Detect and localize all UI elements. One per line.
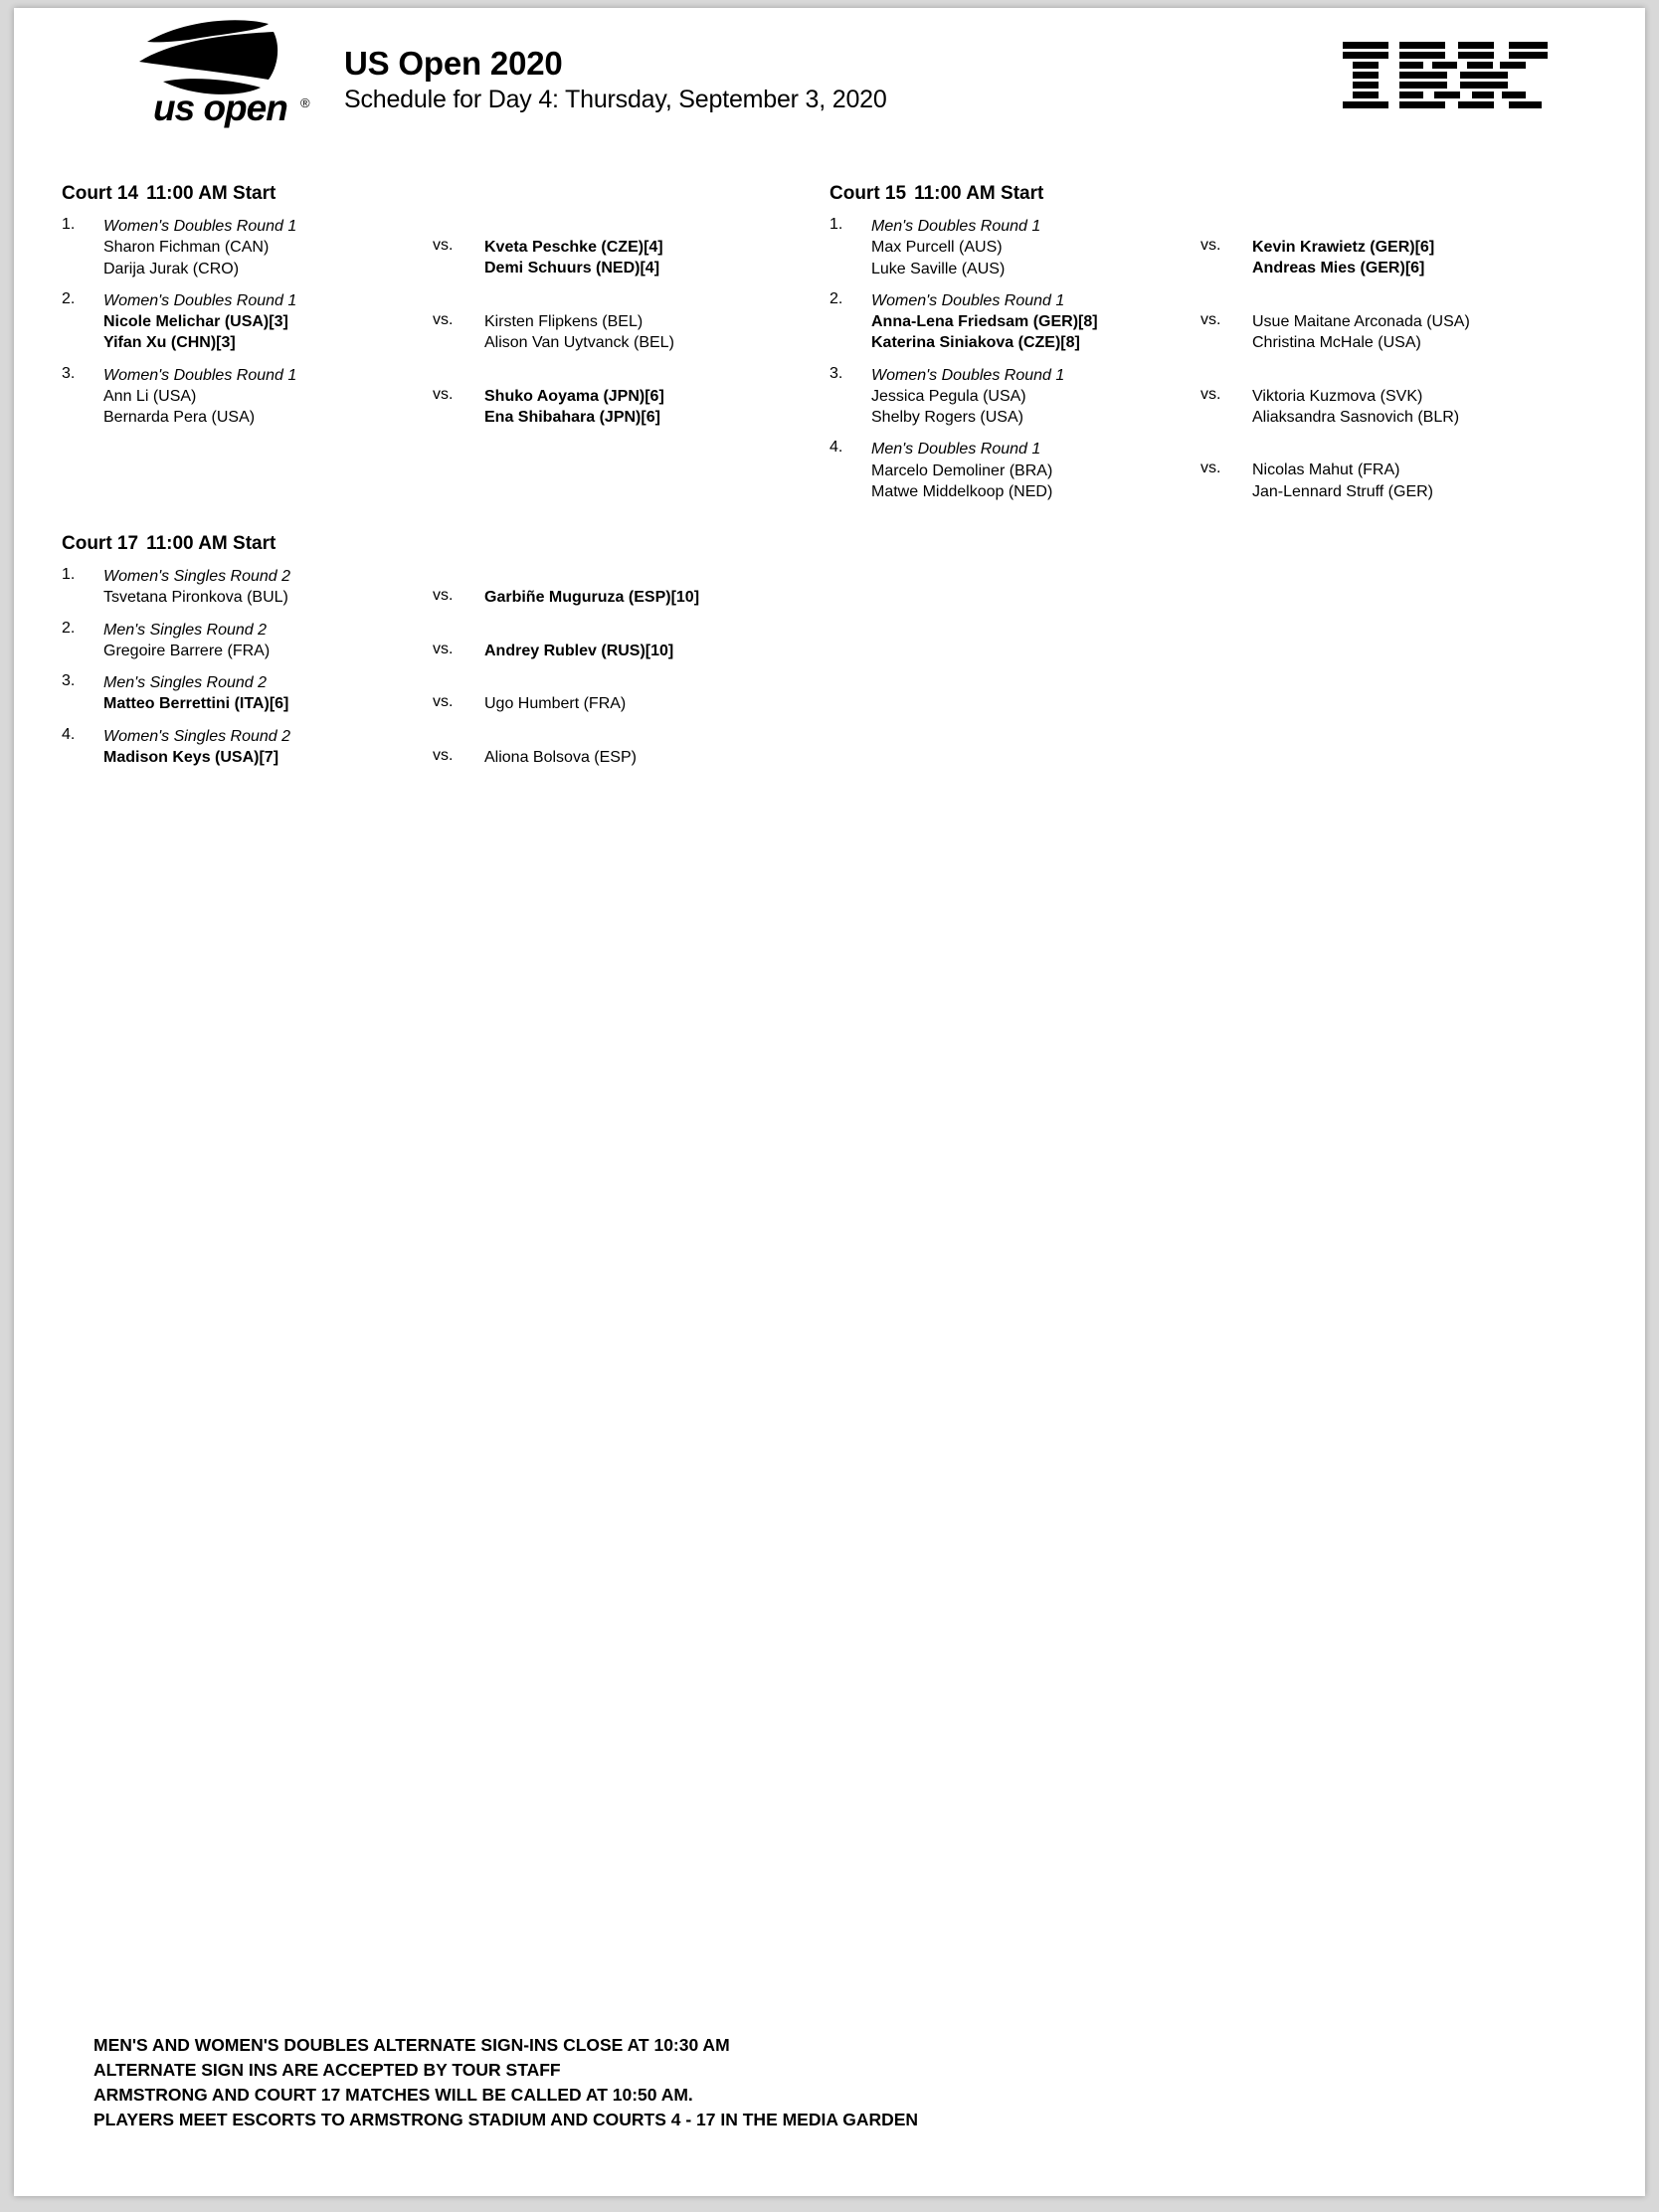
match-right-side	[484, 311, 813, 354]
match-right-side	[484, 747, 813, 768]
player-name: Garbiñe Muguruza (ESP)[10]	[484, 589, 700, 606]
match-row[interactable]	[62, 216, 818, 279]
player-name: Nicolas Mahut (FRA)	[1252, 461, 1400, 479]
match-event: Women's Doubles Round 1	[871, 291, 1065, 309]
court-heading-court-15	[830, 183, 1615, 205]
court-block-court-17	[62, 533, 818, 779]
player-name: Andreas Mies (GER)[6]	[1252, 260, 1425, 277]
match-number: 1.	[62, 216, 76, 233]
match-left-side	[103, 672, 432, 715]
page-title: US Open 2020	[344, 45, 563, 82]
match-number: 4.	[62, 725, 76, 743]
court-heading-court-17	[62, 533, 818, 555]
match-left-side	[103, 620, 432, 662]
match-event: Men's Singles Round 2	[103, 674, 268, 692]
match-event: Men's Doubles Round 1	[871, 218, 1041, 235]
versus-label: vs.	[433, 310, 454, 328]
match-event: Women's Singles Round 2	[103, 568, 291, 585]
note-line: ARMSTRONG AND COURT 17 MATCHES WILL BE CALLED AT 10:50 AM.	[93, 2084, 693, 2105]
title-block	[344, 46, 887, 115]
court-block-court-14	[62, 183, 818, 439]
player-name: Kirsten Flipkens (BEL)	[484, 312, 644, 330]
match-event: Women's Doubles Round 1	[103, 291, 297, 309]
match-left-side	[103, 216, 432, 279]
player-name: Ann Li (USA)	[103, 387, 197, 405]
versus-label: vs.	[433, 640, 454, 657]
match-left-side	[871, 439, 1199, 502]
footer-notes	[93, 2033, 1486, 2131]
match-row[interactable]	[830, 439, 1615, 502]
versus-label: vs.	[1200, 310, 1221, 328]
match-row[interactable]	[830, 365, 1615, 429]
player-name: Aliona Bolsova (ESP)	[484, 748, 637, 766]
page-subtitle: Schedule for Day 4: Thursday, September 3, 2020	[344, 85, 887, 113]
player-name: Shelby Rogers (USA)	[871, 409, 1023, 427]
match-left-side	[103, 365, 432, 429]
player-name: Nicole Melichar (USA)[3]	[103, 313, 288, 331]
note-line: MEN'S AND WOMEN'S DOUBLES ALTERNATE SIGN-INS CLOSE AT 10:30 AM	[93, 2035, 730, 2055]
match-event: Men's Singles Round 2	[103, 621, 268, 639]
match-left-side	[871, 216, 1199, 279]
match-right-side	[484, 641, 813, 661]
match-number: 1.	[830, 216, 843, 233]
match-row[interactable]	[62, 566, 818, 609]
player-name: Ena Shibahara (JPN)[6]	[484, 408, 660, 426]
us-open-logo	[101, 18, 310, 142]
court-start-time: 11:00 AM Start	[146, 183, 276, 204]
player-name: Alison Van Uytvanck (BEL)	[484, 334, 674, 352]
match-left-side	[871, 365, 1199, 429]
player-name: Matwe Middelkoop (NED)	[871, 482, 1053, 500]
match-left-side	[103, 726, 432, 769]
match-event: Women's Doubles Round 1	[871, 366, 1065, 384]
match-left-side	[871, 290, 1199, 354]
match-event: Men's Doubles Round 1	[871, 441, 1041, 459]
versus-label: vs.	[433, 587, 454, 604]
match-number: 2.	[62, 619, 76, 637]
player-name: Shuko Aoyama (JPN)[6]	[484, 387, 664, 405]
versus-label: vs.	[1200, 237, 1221, 254]
court-name: Court 17	[62, 533, 139, 554]
match-right-side	[484, 237, 813, 279]
registered-mark: ®	[300, 95, 310, 110]
ibm-logo	[1343, 40, 1548, 117]
versus-label: vs.	[1200, 460, 1221, 477]
match-row[interactable]	[830, 290, 1615, 354]
versus-label: vs.	[433, 237, 454, 254]
match-right-side	[1252, 460, 1580, 502]
us-open-wordmark: us open	[153, 88, 287, 128]
court-name: Court 15	[830, 183, 907, 204]
player-name: Jessica Pegula (USA)	[871, 387, 1026, 405]
versus-label: vs.	[433, 385, 454, 403]
match-row[interactable]	[62, 620, 818, 662]
match-number: 3.	[62, 672, 76, 690]
versus-label: vs.	[433, 746, 454, 764]
player-name: Jan-Lennard Struff (GER)	[1252, 482, 1434, 500]
match-row[interactable]	[62, 365, 818, 429]
player-name: Bernarda Pera (USA)	[103, 409, 256, 427]
match-left-side	[103, 290, 432, 354]
match-row[interactable]	[62, 726, 818, 769]
match-row[interactable]	[62, 672, 818, 715]
match-number: 3.	[830, 364, 843, 382]
player-name: Sharon Fichman (CAN)	[103, 239, 270, 257]
player-name: Ugo Humbert (FRA)	[484, 695, 627, 713]
match-right-side	[1252, 386, 1580, 429]
match-number: 2.	[830, 289, 843, 307]
schedule-page	[14, 8, 1645, 2196]
player-name: Luke Saville (AUS)	[871, 260, 1006, 277]
player-name: Yifan Xu (CHN)[3]	[103, 334, 236, 352]
match-right-side	[1252, 311, 1580, 354]
match-number: 4.	[830, 439, 843, 457]
match-event: Women's Doubles Round 1	[103, 366, 297, 384]
player-name: Andrey Rublev (RUS)[10]	[484, 642, 674, 659]
versus-label: vs.	[433, 693, 454, 711]
us-open-tennis-ball-icon	[129, 18, 288, 97]
player-name: Matteo Berrettini (ITA)[6]	[103, 695, 289, 713]
match-row[interactable]	[830, 216, 1615, 279]
player-name: Anna-Lena Friedsam (GER)[8]	[871, 313, 1098, 331]
match-number: 3.	[62, 364, 76, 382]
court-block-court-15	[830, 183, 1615, 513]
court-heading-court-14	[62, 183, 818, 205]
note-line: ALTERNATE SIGN INS ARE ACCEPTED BY TOUR STAFF	[93, 2059, 561, 2080]
court-name: Court 14	[62, 183, 139, 204]
player-name: Viktoria Kuzmova (SVK)	[1252, 387, 1423, 405]
note-line: PLAYERS MEET ESCORTS TO ARMSTRONG STADIUM AND COURTS 4 - 17 IN THE MEDIA GARDEN	[93, 2109, 919, 2129]
player-name: Demi Schuurs (NED)[4]	[484, 260, 660, 277]
player-name: Darija Jurak (CRO)	[103, 260, 240, 277]
match-row[interactable]	[62, 290, 818, 354]
match-event: Women's Singles Round 2	[103, 727, 291, 745]
match-event: Women's Doubles Round 1	[103, 218, 297, 235]
player-name: Aliaksandra Sasnovich (BLR)	[1252, 408, 1460, 426]
player-name: Usue Maitane Arconada (USA)	[1252, 312, 1470, 330]
player-name: Katerina Siniakova (CZE)[8]	[871, 334, 1080, 352]
court-start-time: 11:00 AM Start	[914, 183, 1044, 204]
page-header	[14, 8, 1645, 162]
match-right-side	[484, 693, 813, 714]
player-name: Tsvetana Pironkova (BUL)	[103, 589, 288, 607]
match-left-side	[103, 566, 432, 609]
court-start-time: 11:00 AM Start	[146, 533, 276, 554]
player-name: Gregoire Barrere (FRA)	[103, 642, 271, 659]
match-number: 1.	[62, 566, 76, 583]
player-name: Kveta Peschke (CZE)[4]	[484, 239, 663, 256]
match-right-side	[1252, 237, 1580, 279]
player-name: Madison Keys (USA)[7]	[103, 748, 279, 766]
match-right-side	[484, 587, 813, 608]
player-name: Marcelo Demoliner (BRA)	[871, 461, 1053, 479]
match-right-side	[484, 386, 813, 429]
player-name: Christina McHale (USA)	[1252, 334, 1421, 352]
player-name: Kevin Krawietz (GER)[6]	[1252, 239, 1435, 256]
versus-label: vs.	[1200, 385, 1221, 403]
match-number: 2.	[62, 289, 76, 307]
player-name: Max Purcell (AUS)	[871, 239, 1003, 257]
